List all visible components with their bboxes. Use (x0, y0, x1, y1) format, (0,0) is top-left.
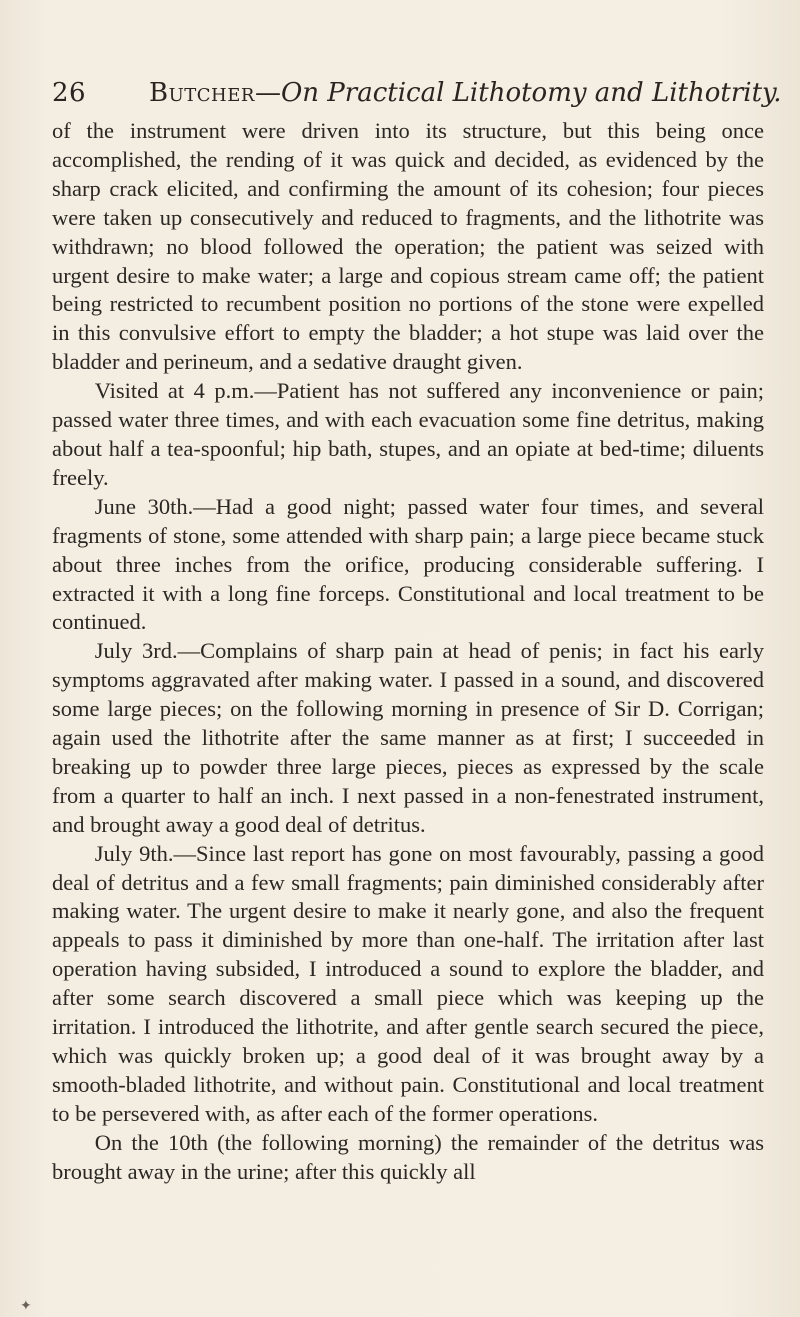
margin-mark-icon: ✦ (20, 1298, 32, 1314)
page-header (52, 78, 782, 118)
paragraph-june-30th: June 30th.—Had a good night; passed water four times, and several fragments of stone, some attended with sharp pain; a large piece became stuck about three inches from the orifice, producing considerable suffering. I extracted it with a long fine forceps. Constitutional and local treatment to be continued. (52, 493, 764, 635)
page-number: 26 (52, 78, 87, 108)
running-head-author: Butcher (149, 78, 255, 108)
paragraph-visited-4pm: Visited at 4 p.m.—Patient has not suffered any inconvenience or pain; passed water three times, and with each evacuation some fine detritus, making about half a tea-spoonful; hip bath, stupes, and an opiate at bed-time; diluents freely. (52, 378, 764, 490)
paragraph-july-3rd: July 3rd.—Complains of sharp pain at head of penis; in fact his early symptoms aggravated after making water. I passed in a sound, and discovered some large pieces; on the following morning in presence of Sir D. Corrigan; again used the lithotrite after the same manner as at first; I succeeded in breaking up to powder three large pieces, pieces as expressed by the scale from a quarter to half an inch. I next passed in a non-fenestrated instrument, and brought away a good deal of detritus. (52, 638, 764, 837)
paragraph-continuation: of the instrument were driven into its structure, but this being once accomplished, the rending of it was quick and decided, as evidenced by the sharp crack elicited, and confirming the amount of its cohesion; four pieces were taken up consecutively and reduced to fragments, and the lithotrite was withdrawn; no blood followed the operation; the patient was seized with urgent desire to make water; a large and copious stream came off; the patient being restricted to recumbent position no portions of the stone were expelled in this convulsive effort to empty the bladder; a hot stupe was laid over the bladder and perineum, and a sedative draught given. (52, 118, 764, 375)
body-text (52, 117, 764, 1187)
running-head-separator: — (254, 78, 281, 108)
running-head (149, 78, 782, 108)
running-head-title: On Practical Lithotomy and Lithotrity. (280, 78, 782, 108)
paragraph-10th: On the 10th (the following morning) the remainder of the detritus was brought away in the urine; after this quickly all (52, 1129, 764, 1184)
paragraph-july-9th: July 9th.—Since last report has gone on most favourably, passing a good deal of detritus and a few small fragments; pain diminished considerably after making water. The urgent desire to make it nearly gone, and also the frequent appeals to pass it diminished by more than one-half. The irritation after last operation having subsided, I introduced a sound to explore the bladder, and after some search discovered a small piece which was keeping up the irritation. I introduced the lithotrite, and after gentle search secured the piece, which was quickly broken up; a good deal of it was brought away by a smooth-bladed lithotrite, and without pain. Constitutional and local treatment to be persevered with, as after each of the former operations. (52, 840, 764, 1126)
